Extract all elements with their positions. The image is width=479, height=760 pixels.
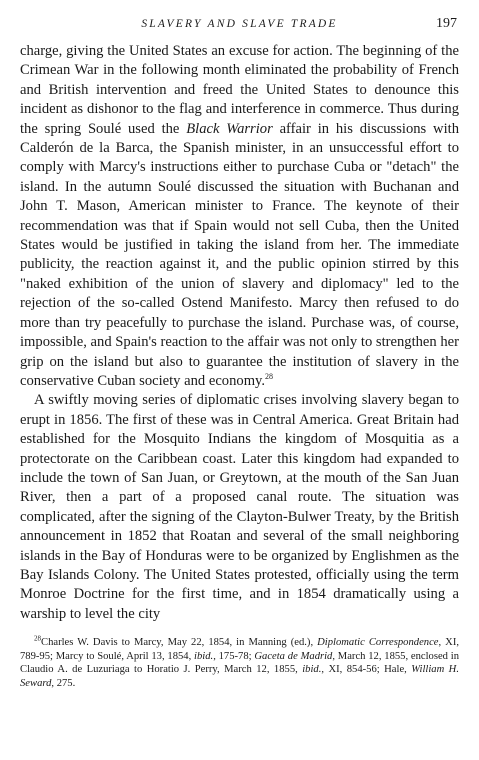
footnote-ibid-2: ibid. [302, 664, 322, 676]
footnote-ibid-1: ibid. [194, 650, 214, 662]
paragraph-1-text-b: affair in his discussions with Calderón de la Barca, the Spanish minister, in an unsuccessful effort to comply with Marcy's instructions either to purchase Cuba or "detach" the island. In the autumn Soulé discussed the situation with Buchanan and John T. Mason, American minister to France. The keynote of their recommendation was that if Spain would not sell Cuba, then the United States would be justified in taking the island from her. The immediate publicity, the reaction against it, and the public opinion stirred by this "naked exhibition of the union of slavery and diplomacy" led to the rejection of the so-called Ostend Manifesto. Marcy then refused to do more than try peacefully to purchase the island. Purchase was, of course, impossible, and Spain's reaction to the affair was not only to strengthen her grip on the island but also to guarantee the institution of slavery in the conservative Cuban society and economy. [20, 120, 459, 389]
paragraph-2: A swiftly moving series of diplomatic crises involving slavery began to erupt in 1856. The first of these was in Central America. Great Britain had established for the Mosquito Indians the kingdom of Mosquitia as a protectorate on the Caribbean coast. Later this kingdom had expanded to include the town of San Juan, or Greytown, at the mouth of the San Juan River, then a part of a proposed canal route. The situation was complicated, after the signing of the Clayton-Bulwer Treaty, by the British announcement in 1852 that Roatan and several of the small neighboring islands in the Bay of Honduras were to be organized by Englishmen as the Bay Islands Colony. The United States protested, officially using the term Monroe Doctrine for the first time, and in 1854 dramatically using a warship to level the city [20, 392, 459, 622]
running-title: SLAVERY AND SLAVE TRADE [141, 18, 338, 30]
footnote-text-3: , 175-78; [213, 650, 255, 662]
footnote-text-5: , XI, 854-56; Hale, [321, 664, 412, 676]
footnote-title-2: Gaceta de Madrid [254, 650, 333, 662]
footnote-text-4: , March 12, 1855, enclosed in Claudio A. de Luzuriaga to Horatio J. Perry, March 12, 1855, [20, 650, 460, 676]
footnote-reference: 28 [265, 372, 274, 382]
footnotes [20, 636, 459, 690]
footnote-title-1: Diplomatic Correspondence [317, 637, 439, 649]
footnote-text-2: , XI, 789-95; Marcy to Soulé, April 13, 1854, [20, 637, 459, 662]
ship-name-emphasis: Black Warrior [186, 120, 273, 137]
footnote-text-1: Charles W. Davis to Marcy, May 22, 1854, in Manning (ed.), [41, 637, 318, 649]
running-head [20, 14, 459, 36]
footnote-number: 28 [34, 634, 41, 643]
footnote-text-6: , 275. [51, 677, 76, 689]
body-text [20, 42, 459, 624]
footnote-title-3: William H. Seward [20, 664, 459, 689]
paragraph-1-text-a: charge, giving the United States an excuse for action. The beginning of the Crimean War in the following month eliminated the probability of French and British intervention and freed the United States to denounce this incident as dishonor to the flag and interference in commerce. Thus during the spring Soulé used the [20, 43, 459, 137]
paragraph-1 [20, 42, 459, 391]
page-number: 197 [436, 16, 457, 31]
footnote-28 [20, 636, 459, 690]
